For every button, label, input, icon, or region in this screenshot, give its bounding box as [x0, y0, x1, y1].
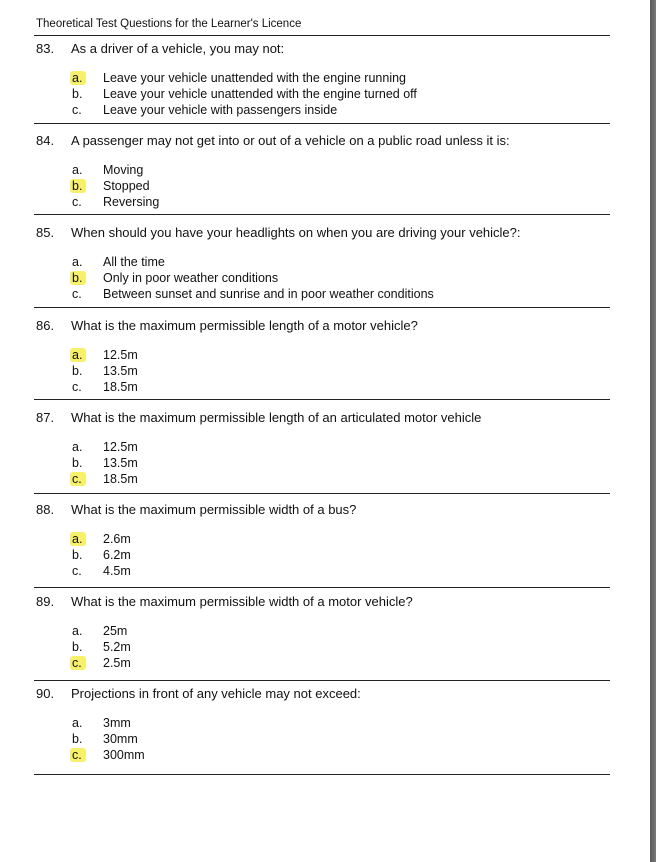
option-text: 13.5m	[103, 456, 138, 470]
option-text: Reversing	[103, 195, 160, 209]
option-text: Moving	[103, 163, 144, 177]
question-number: 89.	[36, 594, 55, 609]
option-text: All the time	[103, 255, 165, 269]
option-letter: a.	[72, 163, 83, 177]
option-text: 30mm	[103, 732, 138, 746]
divider	[34, 493, 610, 494]
option-text: 25m	[103, 624, 128, 638]
option-text: 5.2m	[103, 640, 131, 654]
option-text: Stopped	[103, 179, 150, 193]
divider	[34, 399, 610, 400]
option-letter: b.	[72, 456, 83, 470]
divider	[34, 214, 610, 215]
question-number: 90.	[36, 686, 55, 701]
option-letter-highlighted: b.	[70, 271, 86, 285]
option-letter-highlighted: c.	[70, 748, 86, 762]
option-letter: c.	[72, 380, 82, 394]
question-text: A passenger may not get into or out of a vehicle on a public road unless it is:	[71, 133, 510, 148]
option-text: Leave your vehicle with passengers inside	[103, 103, 338, 117]
option-letter: b.	[72, 732, 83, 746]
option-letter: c.	[72, 564, 82, 578]
option-text: 2.6m	[103, 532, 131, 546]
option-letter: c.	[72, 195, 82, 209]
option-text: Leave your vehicle unattended with the engine running	[103, 71, 406, 85]
option-letter: a.	[72, 440, 83, 454]
option-letter: b.	[72, 640, 83, 654]
option-text: Only in poor weather conditions	[103, 271, 279, 285]
question-number: 85.	[36, 225, 55, 240]
divider	[34, 123, 610, 124]
question-number: 87.	[36, 410, 55, 425]
divider	[34, 774, 610, 775]
option-letter: a.	[72, 255, 83, 269]
question-text: As a driver of a vehicle, you may not:	[71, 41, 285, 56]
option-text: 12.5m	[103, 440, 138, 454]
option-text: 6.2m	[103, 548, 131, 562]
option-text: 300mm	[103, 748, 145, 762]
question-text: Projections in front of any vehicle may not exceed:	[71, 686, 361, 701]
option-letter: c.	[72, 103, 82, 117]
question-text: What is the maximum permissible width of a motor vehicle?	[71, 594, 413, 609]
option-letter: b.	[72, 87, 83, 101]
option-letter-highlighted: a.	[70, 532, 86, 546]
option-letter: a.	[72, 624, 83, 638]
option-letter-highlighted: a.	[70, 348, 86, 362]
option-text: Leave your vehicle unattended with the engine turned off	[103, 87, 417, 101]
question-number: 84.	[36, 133, 55, 148]
question-number: 88.	[36, 502, 55, 517]
option-text: Between sunset and sunrise and in poor weather conditions	[103, 287, 434, 301]
divider	[34, 680, 610, 681]
page-shadow	[650, 0, 656, 862]
option-letter-highlighted: b.	[70, 179, 86, 193]
option-text: 3mm	[103, 716, 131, 730]
question-text: What is the maximum permissible length of a motor vehicle?	[71, 318, 418, 333]
divider	[34, 307, 610, 308]
question-text: What is the maximum permissible length of an articulated motor vehicle	[71, 410, 482, 425]
page-header: Theoretical Test Questions for the Learner's Licence	[36, 18, 302, 30]
divider	[34, 35, 610, 36]
option-text: 18.5m	[103, 472, 138, 486]
option-text: 2.5m	[103, 656, 131, 670]
option-text: 18.5m	[103, 380, 138, 394]
option-text: 4.5m	[103, 564, 131, 578]
option-letter-highlighted: c.	[70, 656, 86, 670]
option-text: 13.5m	[103, 364, 138, 378]
option-letter: b.	[72, 548, 83, 562]
divider	[34, 587, 610, 588]
question-number: 86.	[36, 318, 55, 333]
option-letter: a.	[72, 716, 83, 730]
option-text: 12.5m	[103, 348, 138, 362]
option-letter-highlighted: a.	[70, 71, 86, 85]
question-text: What is the maximum permissible width of a bus?	[71, 502, 357, 517]
question-number: 83.	[36, 41, 55, 56]
question-text: When should you have your headlights on when you are driving your vehicle?:	[71, 225, 521, 240]
option-letter: b.	[72, 364, 83, 378]
option-letter: c.	[72, 287, 82, 301]
option-letter-highlighted: c.	[70, 472, 86, 486]
